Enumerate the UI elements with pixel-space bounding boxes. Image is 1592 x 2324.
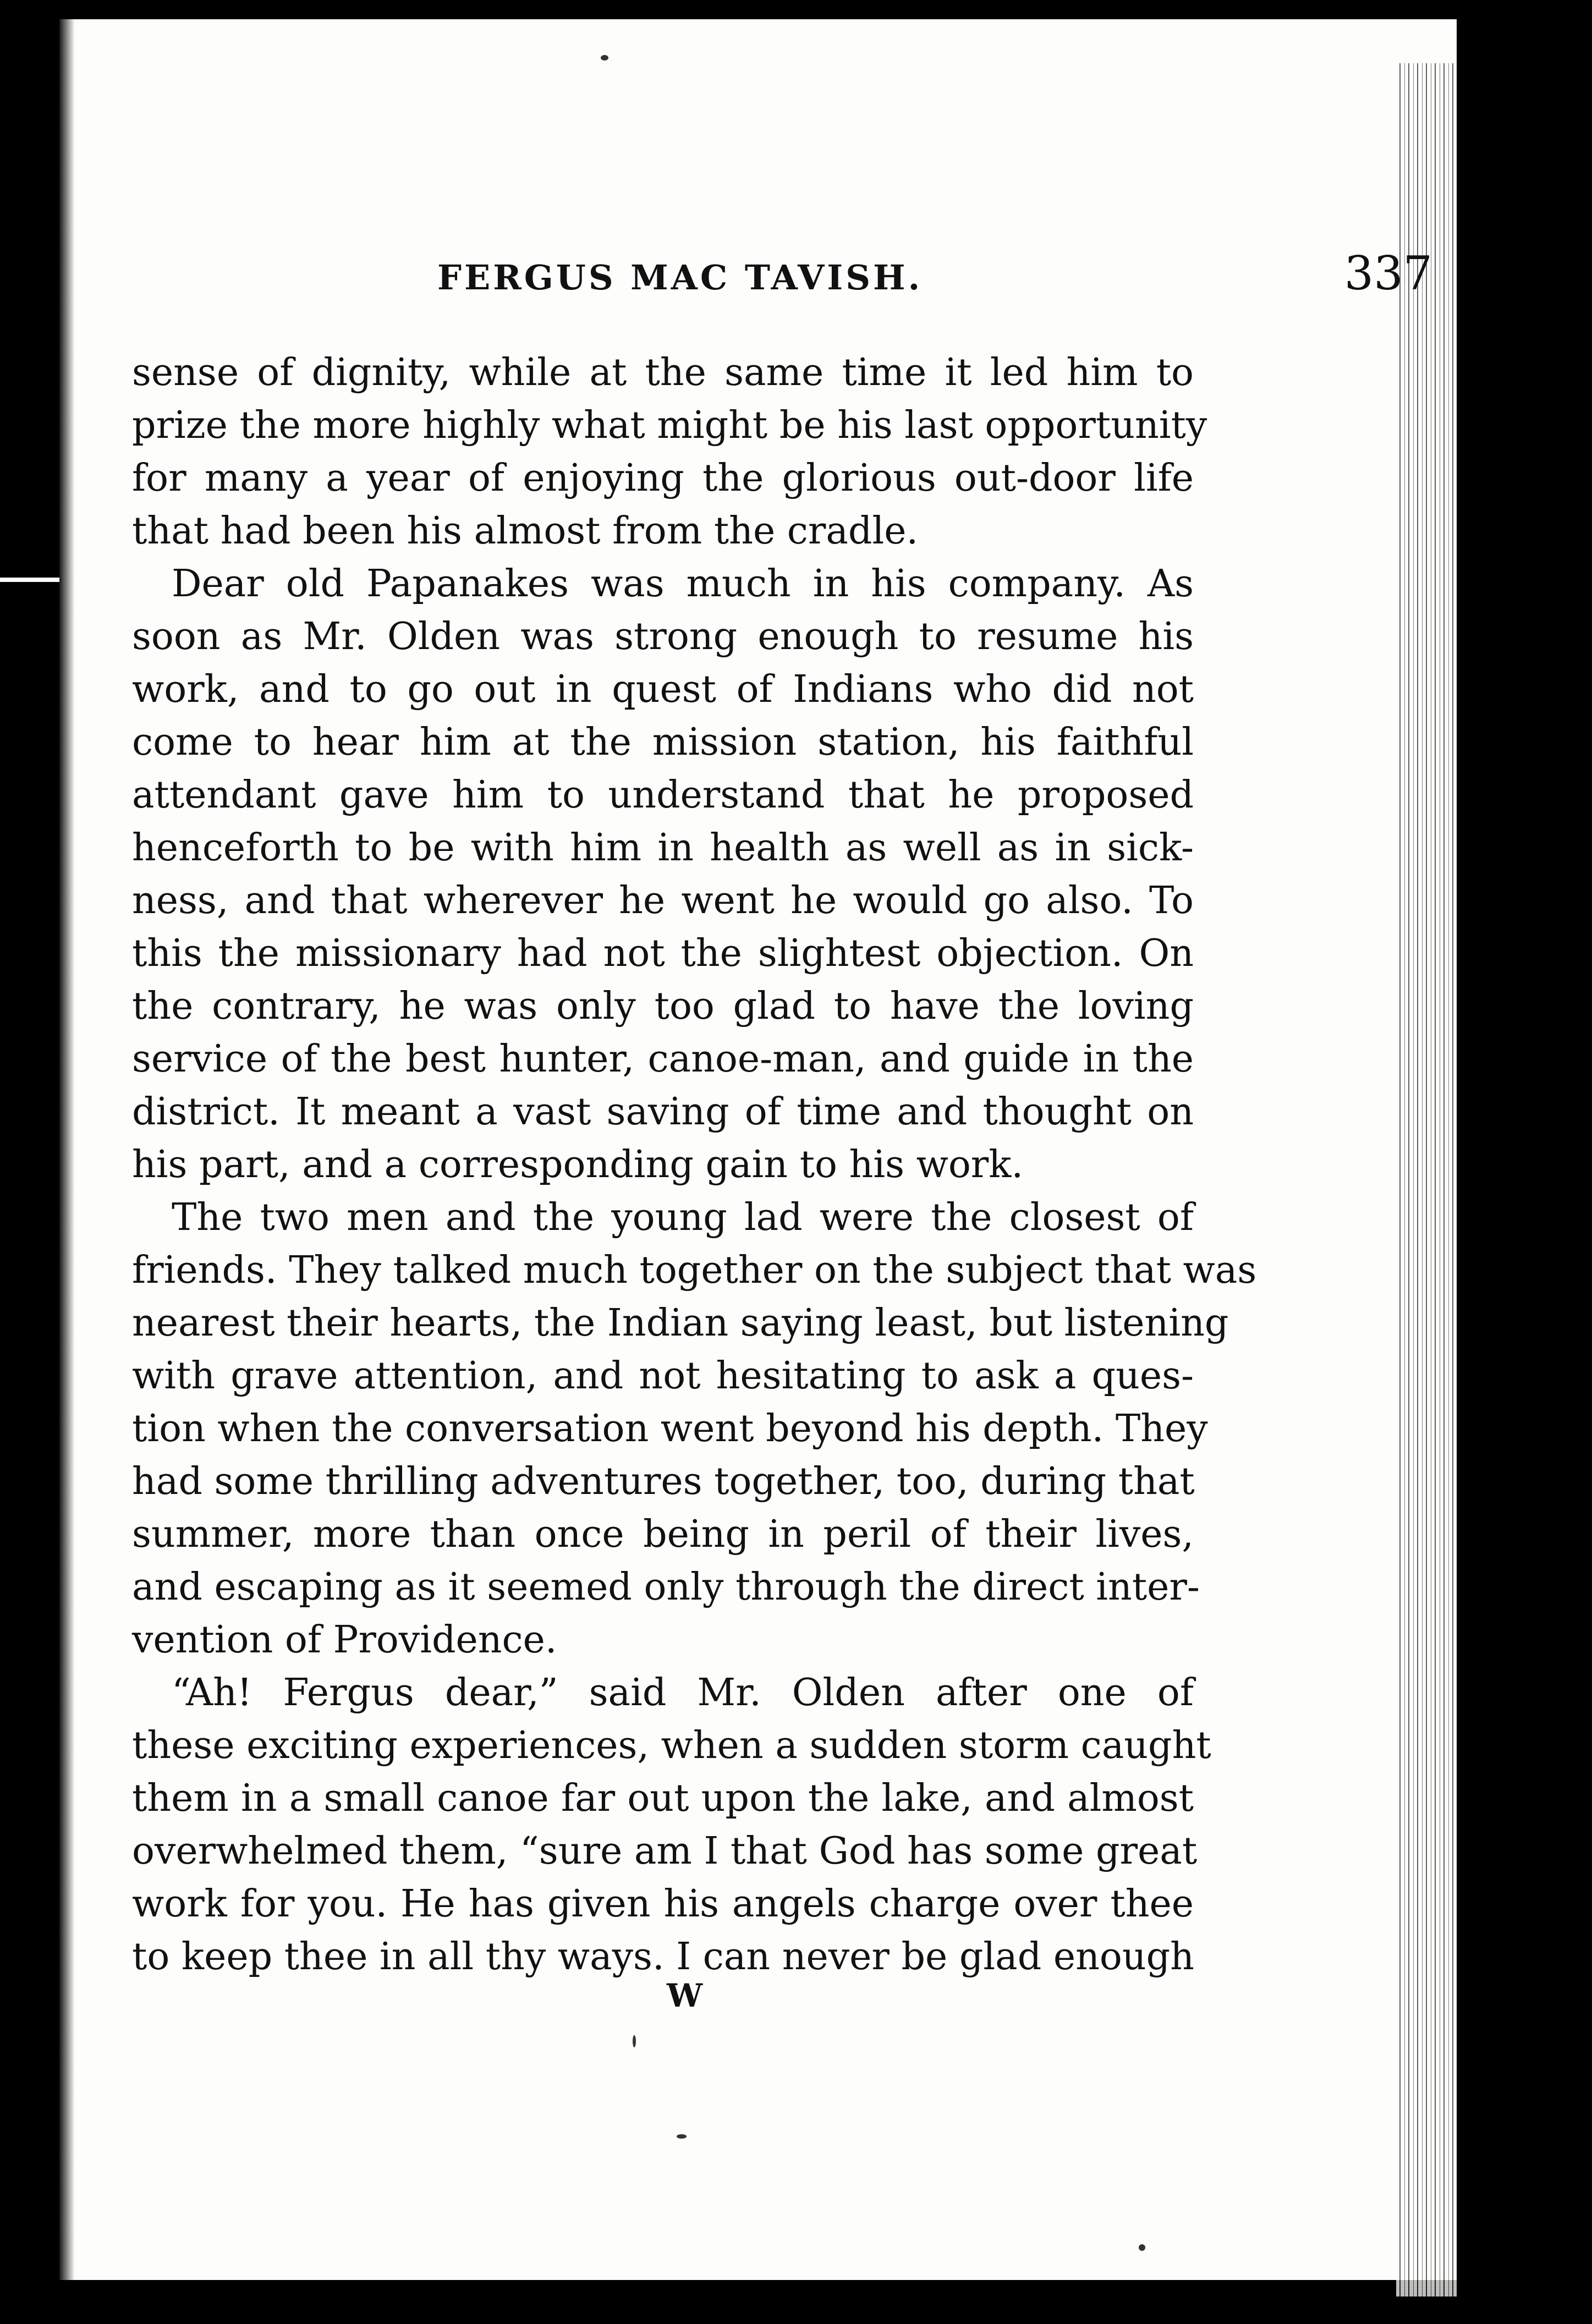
text-line: for many a year of enjoying the glorious out-door life [132, 457, 1194, 500]
text-line: soon as Mr. Olden was strong enough to resume his [132, 615, 1194, 658]
text-line: these exciting experiences, when a sudden storm caught [132, 1724, 1211, 1767]
running-title: FERGUS MAC TAVISH. [437, 257, 923, 298]
text-line: attendant gave him to understand that he proposed [132, 773, 1194, 817]
text-line: friends. They talked much together on the subject that was [132, 1249, 1257, 1292]
text-line: had some thrilling adventures together, too, during that [132, 1460, 1195, 1503]
page-number: 337 [1344, 246, 1432, 300]
text-line: vention of Providence. [132, 1618, 557, 1662]
text-line: the contrary, he was only too glad to have the loving [132, 985, 1194, 1028]
text-line: come to hear him at the mission station, his faithful [132, 721, 1194, 764]
ink-speck [1139, 2244, 1145, 2251]
text-line: prize the more highly what might be his last opportunity [132, 404, 1207, 447]
text-line: tion when the conversation went beyond his depth. They [132, 1407, 1208, 1451]
text-line: “Ah! Fergus dear,” said Mr. Olden after one of [172, 1671, 1194, 1715]
ink-speck [677, 2134, 687, 2139]
text-line: Dear old Papanakes was much in his company. As [172, 562, 1194, 606]
page-edge-shadow [1396, 63, 1457, 2296]
text-line: henceforth to be with him in health as well as in sick- [132, 826, 1194, 870]
text-line: and escaping as it seemed only through the direct inter- [132, 1565, 1200, 1609]
text-line: sense of dignity, while at the same time it led him to [132, 351, 1194, 394]
text-line: ness, and that wherever he went he would go also. To [132, 879, 1194, 922]
text-line: The two men and the young lad were the closest of [172, 1196, 1194, 1239]
text-line: work for you. He has given his angels charge over thee [132, 1882, 1194, 1926]
text-line: his part, and a corresponding gain to his work. [132, 1143, 1024, 1186]
text-line: to keep thee in all thy ways. I can never be glad enough [132, 1935, 1194, 1979]
text-line: this the missionary had not the slightest objection. On [132, 932, 1194, 975]
body-text [132, 347, 1257, 1984]
text-line: work, and to go out in quest of Indians who did not [132, 668, 1194, 711]
binding-mark [0, 578, 61, 582]
text-line: with grave attention, and not hesitating to ask a ques- [132, 1354, 1194, 1398]
text-line: service of the best hunter, canoe-man, and guide in the [132, 1037, 1194, 1081]
spine-shadow [59, 19, 75, 2280]
text-line: overwhelmed them, “sure am I that God has some great [132, 1829, 1198, 1873]
ink-speck [633, 2035, 636, 2047]
signature-mark: W [667, 1977, 703, 2014]
text-line: summer, more than once being in peril of their lives, [132, 1513, 1194, 1556]
text-line: nearest their hearts, the Indian saying least, but listening [132, 1301, 1229, 1345]
text-line: district. It meant a vast saving of time and thought on [132, 1090, 1194, 1134]
ink-speck [601, 55, 608, 61]
text-line: them in a small canoe far out upon the lake, and almost [132, 1777, 1194, 1820]
text-line: that had been his almost from the cradle. [132, 509, 919, 553]
